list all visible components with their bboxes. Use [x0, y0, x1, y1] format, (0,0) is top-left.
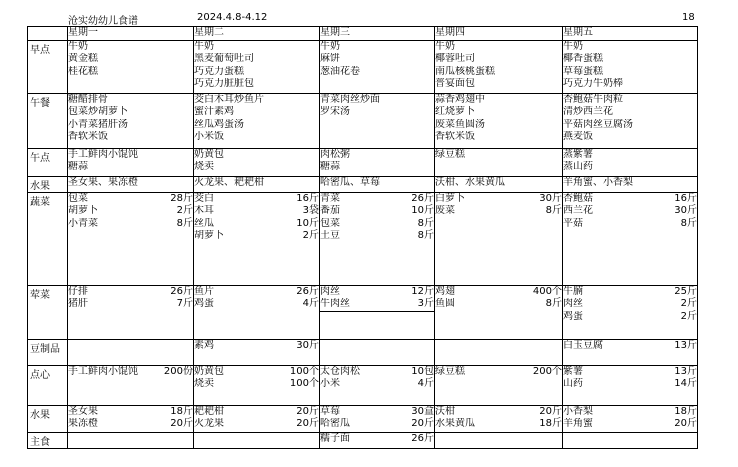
- ingredient-qty: 3袋: [302, 205, 319, 216]
- row-label-meat: 荤菜: [28, 285, 68, 339]
- lunch-cell: [194, 93, 320, 148]
- dish-item: 巧克力蛋糕: [194, 65, 244, 77]
- snack-cell: [68, 148, 194, 176]
- soy-cell: [194, 339, 320, 365]
- ingredient-qty: 20斤: [170, 418, 193, 429]
- ingredient-qty: 400个: [532, 285, 562, 297]
- ingredient-row: [435, 193, 562, 206]
- ingredient-row: [68, 298, 193, 311]
- staple-cell: [68, 432, 194, 448]
- ingredient-name: 鸡蛋: [563, 310, 583, 322]
- dish-item: 牛奶: [68, 40, 88, 52]
- row-label-staple: 主食: [28, 432, 68, 448]
- ingredient-row: [563, 311, 697, 324]
- row-label-fruit-qty: 水果: [28, 405, 68, 432]
- dish-item: 香软米饭: [435, 131, 475, 142]
- dessert-cell: [68, 365, 194, 405]
- meat-cell: [68, 285, 194, 339]
- ingredient-row: [563, 378, 697, 391]
- ingredient-qty: 18斤: [539, 418, 562, 429]
- ingredient-name: 沃柑: [435, 405, 455, 417]
- soy-row: [28, 339, 698, 365]
- ingredient-row: [320, 366, 434, 379]
- ingredient-name: 牛腩: [563, 285, 583, 297]
- corner-cell: [28, 27, 68, 41]
- ingredient-row: [563, 340, 697, 353]
- staple-cell: [563, 432, 698, 448]
- ingredient-row: [320, 298, 434, 311]
- ingredient-name: 番茄: [320, 205, 340, 216]
- ingredient-qty: 8斤: [545, 205, 562, 216]
- ingredient-qty: 200份: [163, 365, 193, 377]
- ingredient-name: 耙耙柑: [194, 405, 224, 417]
- soy-cell: [435, 339, 563, 365]
- snack-cell: [563, 148, 698, 176]
- ingredient-row: [194, 340, 319, 353]
- ingredient-name: 奶黄包: [194, 365, 224, 377]
- cell-divider: [320, 311, 434, 312]
- dish-item: 烧卖: [194, 161, 214, 172]
- ingredient-qty: 100个: [289, 365, 319, 377]
- meat-cell: [320, 285, 435, 339]
- dish-item: 肉松粥: [320, 148, 350, 160]
- ingredient-name: 土豆: [320, 230, 340, 241]
- ingredient-name: 牛肉丝: [320, 298, 350, 309]
- ingredient-row: [68, 418, 193, 431]
- ingredient-row: [320, 230, 434, 243]
- dish-item: 巧克力脏脏包: [194, 78, 254, 89]
- dish-item: 桂花糕: [68, 65, 98, 77]
- ingredient-row: [563, 205, 697, 218]
- ingredient-name: 素鸡: [194, 339, 214, 351]
- page-number: 18: [682, 12, 695, 23]
- meat-row: [28, 285, 698, 339]
- dish-item: 清炒西兰花: [563, 106, 613, 117]
- ingredient-row: [194, 286, 319, 299]
- dessert-row: [28, 365, 698, 405]
- vegetables-cell: [563, 192, 698, 285]
- ingredient-row: [194, 406, 319, 419]
- dish-item: 绿豆糕: [435, 148, 465, 160]
- ingredient-row: [320, 433, 434, 446]
- lunch-cell: [68, 93, 194, 148]
- ingredient-name: 火龙果: [194, 418, 224, 429]
- dish-item: 蜜汁素鸡: [194, 106, 234, 117]
- day-header-row: [28, 27, 698, 41]
- ingredient-row: [435, 366, 562, 379]
- vegetables-cell: [68, 192, 194, 285]
- menu-table: [27, 26, 698, 449]
- ingredient-qty: 26斤: [411, 192, 434, 204]
- ingredient-qty: 20斤: [296, 418, 319, 429]
- vegetables-cell: [320, 192, 435, 285]
- ingredient-name: 胡萝卜: [68, 205, 98, 216]
- vegetables-row: [28, 192, 698, 285]
- staple-row: [28, 432, 698, 448]
- dish-item: 糖蒜: [320, 161, 340, 172]
- vegetables-cell: [194, 192, 320, 285]
- ingredient-row: [194, 378, 319, 391]
- dish-item: 黄金糕: [68, 53, 98, 64]
- ingredient-qty: 30斤: [296, 339, 319, 351]
- dish-item: 普宴面包: [435, 78, 475, 89]
- dish-item: 南瓜核桃蛋糕: [435, 65, 495, 77]
- fruit-qty-cell: [435, 405, 563, 432]
- date-range: 2024.4.8-4.12: [197, 12, 268, 23]
- ingredient-qty: 12斤: [411, 285, 434, 297]
- day-header: 星期二: [194, 27, 320, 41]
- staple-cell: [435, 432, 563, 448]
- dish-item: 丝瓜鸡蛋汤: [194, 118, 244, 130]
- ingredient-name: 白玉豆腐: [563, 339, 603, 351]
- dish-item: 蒜香鸡翅中: [435, 93, 485, 105]
- breakfast-cell: [194, 40, 320, 93]
- ingredient-row: [320, 205, 434, 218]
- ingredient-name: 鸡蛋: [194, 298, 214, 309]
- ingredient-row: [320, 418, 434, 431]
- snack-cell: [435, 148, 563, 176]
- dish-item: 葱油花卷: [320, 65, 360, 77]
- dish-item: 麻饼: [320, 53, 340, 64]
- dish-item: 青菜肉丝炒面: [320, 93, 380, 105]
- ingredient-qty: 3斤: [417, 298, 434, 309]
- dish-item: 燕麦饭: [563, 131, 593, 142]
- ingredient-name: 水果黄瓜: [435, 418, 475, 429]
- dish-item: 牛奶: [435, 40, 455, 52]
- ingredient-row: [320, 286, 434, 299]
- ingredient-qty: 2斤: [176, 205, 193, 216]
- meat-cell: [194, 285, 320, 339]
- dessert-cell: [563, 365, 698, 405]
- ingredient-row: [68, 406, 193, 419]
- ingredient-row: [435, 406, 562, 419]
- row-label-breakfast: 早点: [28, 40, 68, 93]
- snack-cell: [194, 148, 320, 176]
- ingredient-row: [563, 406, 697, 419]
- ingredient-name: 糯子面: [320, 432, 350, 444]
- ingredient-qty: 18斤: [170, 405, 193, 417]
- ingredient-row: [194, 230, 319, 243]
- lunch-row: [28, 93, 698, 148]
- dish-item: 黑麦葡萄吐司: [194, 53, 254, 64]
- ingredient-row: [563, 366, 697, 379]
- soy-cell: [563, 339, 698, 365]
- ingredient-qty: 8斤: [545, 298, 562, 309]
- dish-item: 红烧萝卜: [435, 106, 475, 117]
- fruit-qty-cell: [563, 405, 698, 432]
- lunch-cell: [320, 93, 435, 148]
- day-header: 星期五: [563, 27, 698, 41]
- ingredient-name: 茭白: [194, 192, 214, 204]
- ingredient-name: 草莓: [320, 405, 340, 417]
- snack-cell: [320, 148, 435, 176]
- ingredient-row: [320, 193, 434, 206]
- dish-item: 杏鲍菇牛肉粒: [563, 93, 623, 105]
- ingredient-name: 猪肝: [68, 298, 88, 309]
- meat-cell: [435, 285, 563, 339]
- ingredient-qty: 30盒: [411, 405, 434, 417]
- ingredient-row: [320, 406, 434, 419]
- dish-item: 牛奶: [194, 40, 214, 52]
- staple-cell: [194, 432, 320, 448]
- ingredient-name: 青菜: [320, 192, 340, 204]
- ingredient-name: 果冻橙: [68, 418, 98, 429]
- ingredient-row: [435, 286, 562, 299]
- ingredient-name: 杏鲍菇: [563, 192, 593, 204]
- ingredient-name: 手工鲜肉小馄饨: [68, 365, 138, 377]
- dish-item: 罗宋汤: [320, 106, 350, 117]
- row-label-snack: 午点: [28, 148, 68, 176]
- ingredient-name: 丝瓜: [194, 217, 214, 229]
- vegetables-cell: [435, 192, 563, 285]
- ingredient-qty: 18斤: [674, 405, 697, 417]
- menu-title: 沧实幼幼儿食谱: [68, 16, 138, 27]
- breakfast-cell: [68, 40, 194, 93]
- ingredient-name: 废菜: [435, 205, 455, 216]
- lunch-cell: [563, 93, 698, 148]
- ingredient-name: 太仓肉松: [320, 365, 360, 377]
- dessert-cell: [435, 365, 563, 405]
- fruit-qty-cell: [320, 405, 435, 432]
- ingredient-row: [320, 378, 434, 391]
- ingredient-qty: 20斤: [411, 418, 434, 429]
- soy-cell: [320, 339, 435, 365]
- ingredient-row: [563, 298, 697, 311]
- ingredient-name: 胡萝卜: [194, 230, 224, 241]
- ingredient-qty: 14斤: [674, 378, 697, 389]
- snack-row: [28, 148, 698, 176]
- soy-cell: [68, 339, 194, 365]
- ingredient-name: 紫薯: [563, 365, 583, 377]
- breakfast-cell: [320, 40, 435, 93]
- ingredient-row: [435, 418, 562, 431]
- dish-item: 糖蒜: [68, 161, 88, 172]
- dish-item: 小青菜猪肝汤: [68, 118, 128, 130]
- ingredient-qty: 20斤: [296, 405, 319, 417]
- ingredient-name: 包菜: [320, 217, 340, 229]
- ingredient-row: [194, 366, 319, 379]
- row-label-soy: 豆制品: [28, 339, 68, 365]
- dish-item: 草莓蛋糕: [563, 65, 603, 77]
- breakfast-cell: [435, 40, 563, 93]
- ingredient-name: 哈密瓜: [320, 418, 350, 429]
- dish-item: 牛奶: [563, 40, 583, 52]
- staple-cell: [320, 432, 435, 448]
- fruit-cell: 羊角蜜、小香梨: [563, 176, 698, 192]
- day-header: 星期三: [320, 27, 435, 41]
- ingredient-qty: 8斤: [680, 217, 697, 229]
- dish-item: 手工鲜肉小馄饨: [68, 148, 138, 160]
- ingredient-name: 西兰花: [563, 205, 593, 216]
- ingredient-row: [563, 193, 697, 206]
- dessert-cell: [194, 365, 320, 405]
- ingredient-qty: 13斤: [674, 339, 697, 351]
- ingredient-row: [194, 418, 319, 431]
- dish-item: 蒸紫薯: [563, 148, 593, 160]
- dish-item: 茭白木耳炒鱼片: [194, 93, 264, 105]
- ingredient-name: 烧卖: [194, 378, 214, 389]
- ingredient-qty: 2斤: [302, 230, 319, 241]
- ingredient-qty: 16斤: [674, 192, 697, 204]
- ingredient-row: [435, 298, 562, 311]
- ingredient-name: 圣女果: [68, 405, 98, 417]
- dish-item: 包菜炒胡萝卜: [68, 106, 128, 117]
- ingredient-row: [563, 286, 697, 299]
- ingredient-qty: 100个: [289, 378, 319, 389]
- ingredient-name: 小香梨: [563, 405, 593, 417]
- fruit-cell: 沃柑、水果黄瓜: [435, 176, 563, 192]
- ingredient-row: [68, 205, 193, 218]
- ingredient-name: 肉丝: [563, 298, 583, 309]
- day-header: 星期一: [68, 27, 194, 41]
- row-label-fruit: 水果: [28, 176, 68, 192]
- dish-item: 椰蓉吐司: [435, 53, 475, 64]
- row-label-lunch: 午餐: [28, 93, 68, 148]
- ingredient-row: [194, 193, 319, 206]
- ingredient-qty: 25斤: [674, 285, 697, 297]
- ingredient-row: [563, 418, 697, 431]
- dish-item: 椰香蛋糕: [563, 53, 603, 64]
- ingredient-qty: 2斤: [680, 310, 697, 322]
- ingredient-qty: 10包: [411, 365, 434, 377]
- ingredient-qty: 2斤: [680, 298, 697, 309]
- ingredient-qty: 4斤: [302, 298, 319, 309]
- fruit-cell: 哈密瓜、草莓: [320, 176, 435, 192]
- ingredient-row: [68, 193, 193, 206]
- fruit-cell: 火龙果、耙耙柑: [194, 176, 320, 192]
- ingredient-qty: 8斤: [417, 217, 434, 229]
- dish-item: 糖醋排骨: [68, 93, 108, 105]
- ingredient-name: 鸡翅: [435, 285, 455, 297]
- ingredient-row: [194, 205, 319, 218]
- row-label-vegetables: 蔬菜: [28, 192, 68, 285]
- ingredient-qty: 10斤: [296, 217, 319, 229]
- ingredient-qty: 20斤: [674, 418, 697, 429]
- ingredient-row: [320, 218, 434, 231]
- ingredient-qty: 16斤: [296, 192, 319, 204]
- ingredient-name: 鱼圆: [435, 298, 455, 309]
- ingredient-name: 仔排: [68, 285, 88, 297]
- ingredient-row: [68, 218, 193, 231]
- ingredient-qty: 26斤: [170, 285, 193, 297]
- ingredient-qty: 20斤: [539, 405, 562, 417]
- ingredient-name: 山药: [563, 378, 583, 389]
- fruit-qty-cell: [194, 405, 320, 432]
- ingredient-qty: 26斤: [296, 285, 319, 297]
- lunch-cell: [435, 93, 563, 148]
- dish-item: 牛奶: [320, 40, 340, 52]
- ingredient-qty: 10斤: [411, 205, 434, 216]
- ingredient-row: [435, 205, 562, 218]
- ingredient-qty: 26斤: [411, 432, 434, 444]
- ingredient-name: 白萝卜: [435, 192, 465, 204]
- ingredient-qty: 28斤: [170, 192, 193, 204]
- ingredient-name: 平菇: [563, 217, 583, 229]
- ingredient-name: 小青菜: [68, 217, 98, 229]
- ingredient-name: 绿豆糕: [435, 365, 465, 377]
- ingredient-row: [563, 218, 697, 231]
- breakfast-row: [28, 40, 698, 93]
- fruit-cell: 圣女果、果冻橙: [68, 176, 194, 192]
- ingredient-qty: 13斤: [674, 365, 697, 377]
- ingredient-qty: 4斤: [417, 378, 434, 389]
- ingredient-row: [68, 366, 193, 379]
- fruit-row: [28, 176, 698, 192]
- row-label-dessert: 点心: [28, 365, 68, 405]
- ingredient-name: 羊角蜜: [563, 418, 593, 429]
- ingredient-qty: 30斤: [674, 205, 697, 216]
- ingredient-row: [194, 298, 319, 311]
- ingredient-name: 鱼片: [194, 285, 214, 297]
- dish-item: 小米饭: [194, 131, 224, 142]
- ingredient-row: [68, 286, 193, 299]
- ingredient-name: 木耳: [194, 205, 214, 216]
- ingredient-name: 肉丝: [320, 285, 340, 297]
- day-header: 星期四: [435, 27, 563, 41]
- ingredient-qty: 8斤: [417, 230, 434, 241]
- dish-item: 废菜鱼圆汤: [435, 118, 485, 130]
- fruit-qty-row: [28, 405, 698, 432]
- dish-item: 巧克力牛奶棒: [563, 78, 623, 89]
- ingredient-qty: 30斤: [539, 192, 562, 204]
- meat-cell: [563, 285, 698, 339]
- dessert-cell: [320, 365, 435, 405]
- ingredient-name: 包菜: [68, 192, 88, 204]
- dish-item: 蒸山药: [563, 161, 593, 172]
- ingredient-qty: 200个: [532, 365, 562, 377]
- dish-item: 香软米饭: [68, 131, 108, 142]
- ingredient-qty: 7斤: [176, 298, 193, 309]
- dish-item: 平菇肉丝豆腐汤: [563, 118, 633, 130]
- dish-item: 奶黄包: [194, 148, 224, 160]
- fruit-qty-cell: [68, 405, 194, 432]
- breakfast-cell: [563, 40, 698, 93]
- ingredient-name: 小米: [320, 378, 340, 389]
- ingredient-qty: 8斤: [176, 217, 193, 229]
- ingredient-row: [194, 218, 319, 231]
